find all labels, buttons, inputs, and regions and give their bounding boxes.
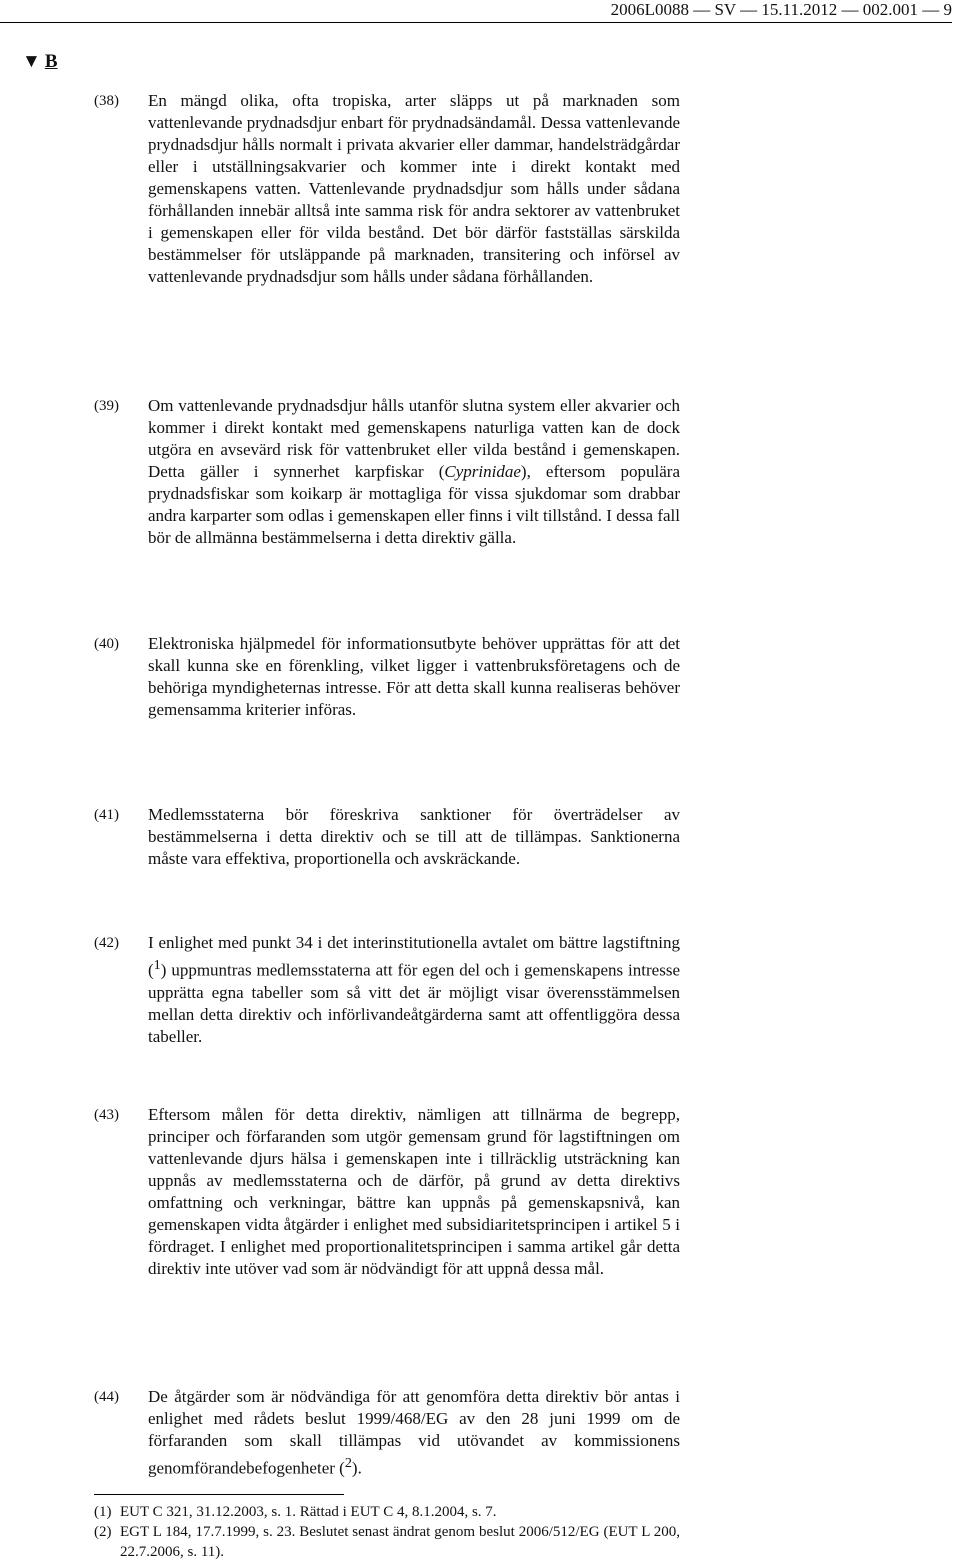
recital-text-part: De åtgärder som är nödvändiga för att genomföra detta direktiv bör antas i enlighet med rådets beslut 1999/468/EG av den 28 juni 1999 om de förfaranden som skall tillämpas vid utövandet av kommissionens genomförandebefogenheter ( — [148, 1387, 680, 1478]
recital-text — [148, 1386, 680, 1480]
footnote-reference[interactable]: 2 — [344, 1455, 352, 1471]
footnote-number: (1) — [94, 1504, 112, 1520]
footnote-separator — [94, 1494, 344, 1495]
recital-text: Medlemsstaterna bör föreskriva sanktioner för överträdelser av bestämmelserna i detta direktiv och se till att de tillämpas. Sanktionerna måste vara effektiva, proportionella och avskräckande. — [148, 805, 680, 868]
footnote-reference[interactable]: 1 — [153, 957, 161, 973]
recital-number: (41) — [94, 807, 119, 823]
footnote-text: EUT C 321, 31.12.2003, s. 1. Rättad i EUT C 4, 8.1.2004, s. 7. — [120, 1504, 497, 1520]
recital-text-part: ), eftersom populära prydnadsfiskar som koikarp är mottagliga för vissa sjukdomar som drabbar andra karparter som odlas i gemenskapen eller finns i vilt tillstånd. I dessa fall bör de allmänna bestämmelserna i detta direktiv gälla. — [148, 462, 680, 547]
marker-letter: B — [44, 51, 58, 72]
recital-text-part: ). — [351, 1458, 362, 1478]
recital-text — [148, 395, 680, 549]
recital-number: (44) — [94, 1389, 119, 1405]
recital-text: Elektroniska hjälpmedel för informationsutbyte behöver upprättas för att det skall kunna ske en förenkling, vilket ligger i vattenbruksföretagens och de behöriga myndigheternas intresse. För att detta skall kunna realiseras behöver gemensamma kriterier införas. — [148, 634, 680, 719]
footnote-text: EGT L 184, 17.7.1999, s. 23. Beslutet senast ändrat genom beslut 2006/512/EG (EUT L 200, 22.7.2006, s. 11). — [120, 1524, 680, 1560]
recital-number: (40) — [94, 636, 119, 652]
running-header — [0, 0, 960, 22]
recital-number: (43) — [94, 1107, 119, 1123]
recital-text-part: ) uppmuntras medlemsstaterna att för egen del och i gemenskapens intresse upprätta egna tabeller som så vitt det är möjligt visar överensstämmelsen mellan detta direktiv och införlivandeåtgärderna samt att offentliggöra dessa tabeller. — [148, 960, 680, 1046]
triangle-down-icon: ▼ — [22, 51, 41, 72]
recital-text — [148, 932, 680, 1048]
recital-number: (39) — [94, 398, 119, 414]
recital-text-part: I enlighet med punkt 34 i det interinstitutionella avtalet om bättre lagstiftning ( — [148, 933, 680, 980]
species-name: Cyprinidae — [444, 462, 521, 481]
recital-text-part: Om vattenlevande prydnadsdjur hålls utanför slutna system eller akvarier och kommer i direkt kontakt med gemenskapens naturliga vatten kan de dock utgöra en avsevärd risk för vattenbruket eller vilda bestånd i gemenskapen. Detta gäller i synnerhet karpfiskar ( — [148, 396, 680, 481]
header-rule — [0, 22, 952, 23]
recital-number: (42) — [94, 935, 119, 951]
recital-number: (38) — [94, 93, 119, 109]
running-head-text: 2006L0088 — SV — 15.11.2012 — 002.001 — 9 — [610, 0, 952, 19]
recital-text: Eftersom målen för detta direktiv, nämligen att tillnärma de begrepp, principer och förfaranden som utgör gemensam grund för lagstiftningen om vattenlevande djurs hälsa i gemenskapen inte i tillräcklig utsträckning kan uppnås av medlemsstaterna och de därför, på grund av detta direktivs omfattning och verkningar, bättre kan uppnås på gemenskapsnivå, kan gemenskapen vidta åtgärder i enlighet med subsidiaritetsprincipen i artikel 5 i fördraget. I enlighet med proportionalitetsprincipen i samma artikel går detta direktiv inte utöver vad som är nödvändigt för att uppnå dessa mål. — [148, 1105, 680, 1278]
recital-text: En mängd olika, ofta tropiska, arter släpps ut på marknaden som vattenlevande prydnadsdjur enbart för prydnadsändamål. Dessa vattenlevande prydnadsdjur hålls normalt i privata akvarier eller dammar, handelsträdgårdar eller i utställningsakvarier och kommer inte i direkt kontakt med gemenskapens vatten. Vattenlevande prydnadsdjur som hålls under sådana förhållanden innebär alltså inte samma risk för andra sektorer av vattenbruket i gemenskapen eller för vilda bestånd. Det bör därför fastställas särskilda bestämmelser för utsläppande på marknaden, transitering och införsel av vattenlevande prydnadsdjur som hålls under sådana förhållanden. — [148, 91, 680, 286]
amendment-marker — [22, 50, 58, 74]
footnote-number: (2) — [94, 1524, 112, 1540]
